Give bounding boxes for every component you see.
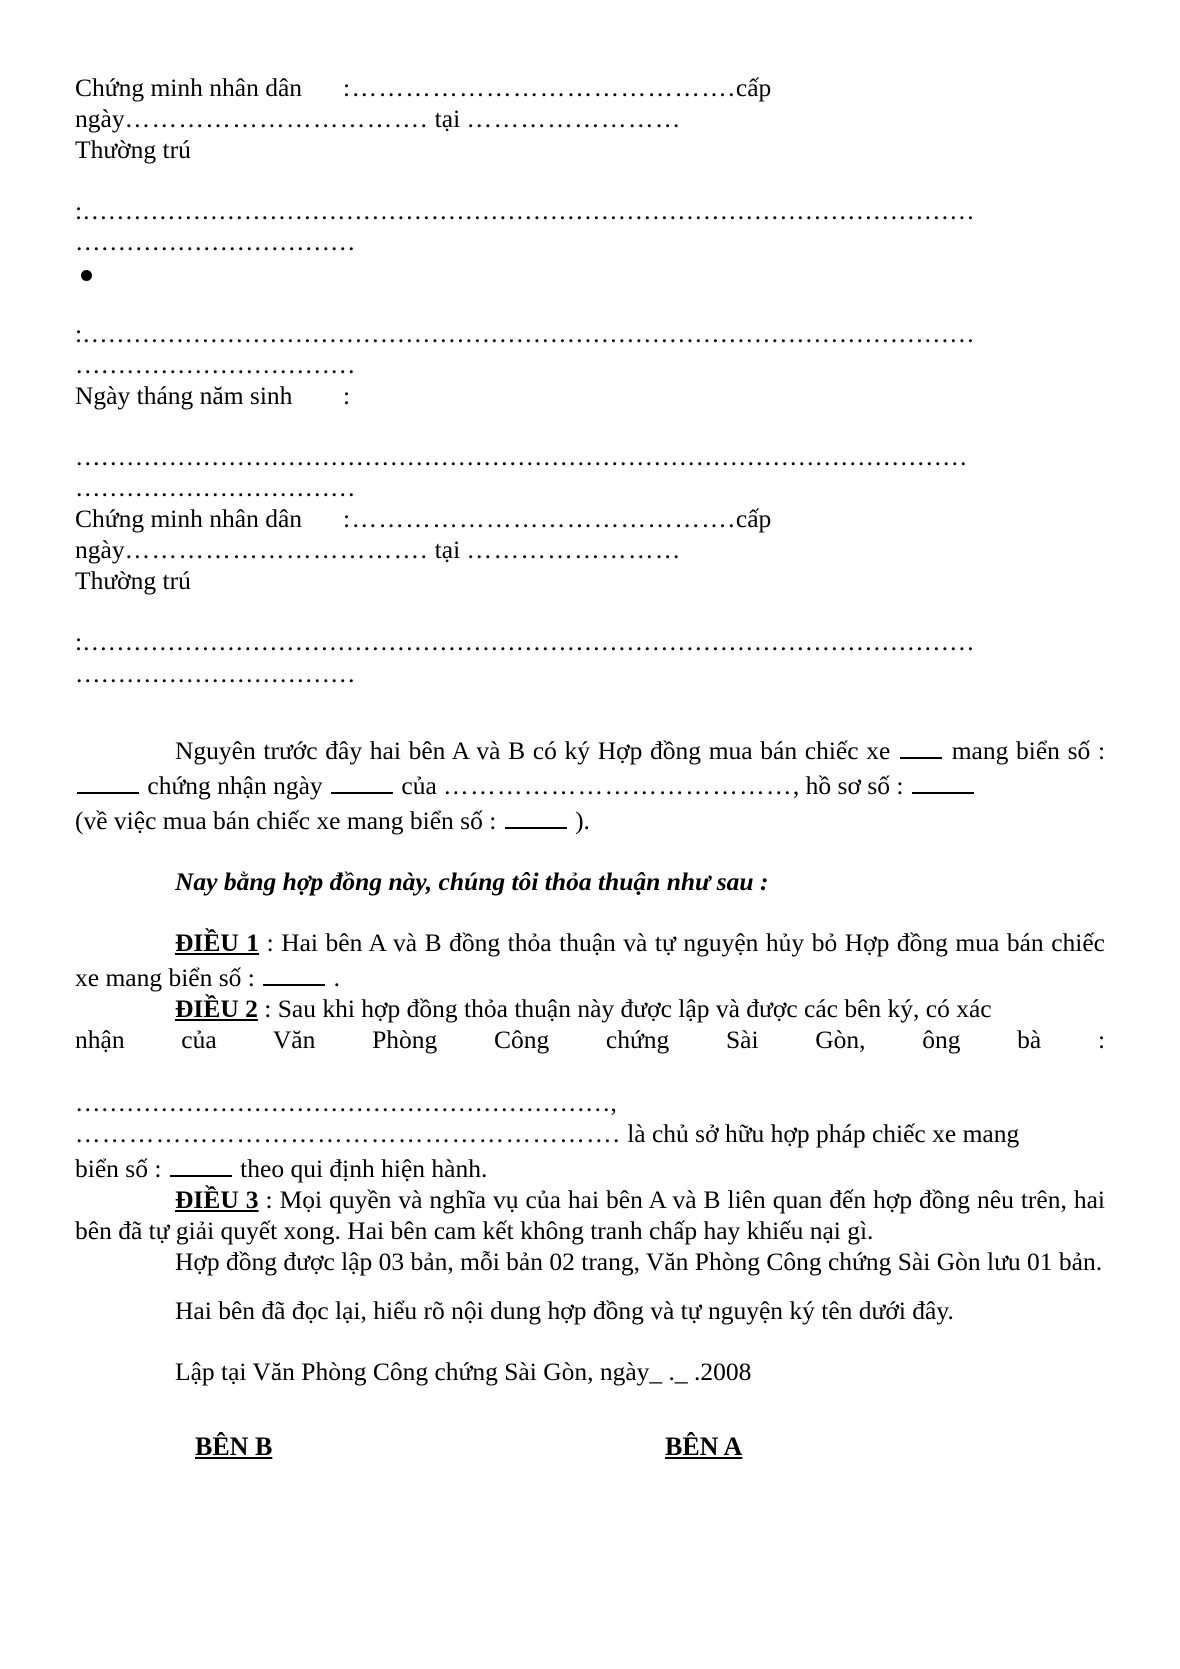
spacer (75, 1326, 1105, 1356)
id-place-label-2: tại (434, 535, 461, 565)
article-2-owner-dots-1: ………………………………………………………, (75, 1087, 617, 1117)
closing-place-date: Lập tại Văn Phòng Công chứng Sài Gòn, ngày_ ._ .2008 (175, 1357, 752, 1387)
recital-paragraph-line3 (75, 801, 1105, 836)
article-3 (75, 1184, 1105, 1246)
dob-label-2: Ngày tháng năm sinh (75, 380, 293, 410)
article-2-word-6: Sài (725, 1025, 759, 1055)
article-2-word-9: bà (1017, 1025, 1042, 1055)
article-2-tail: theo qui định hiện hành. (240, 1153, 488, 1183)
agreement-intro: Nay bằng hợp đồng này, chúng tôi thỏa thuận như sau : (175, 866, 769, 896)
article-3-body: : Mọi quyền và nghĩa vụ của hai bên A và B liên quan đến hợp đồng nêu trên, hai bên đã tự giải quyết xong. Hai bên cam kết không tranh chấp hay khiếu nại gì. (75, 1184, 1105, 1246)
closing-copies: Hợp đồng được lập 03 bản, mỗi bản 02 trang, Văn Phòng Công chứng Sài Gòn lưu 01 bản. (175, 1247, 1103, 1277)
article-2-line-5 (75, 1149, 1105, 1184)
spacer (75, 689, 1105, 731)
id-date-row-2 (75, 534, 1105, 565)
residence-dots-row-1a: :…………………………………………………………………………………………… (75, 196, 975, 226)
party-bullet-marker (75, 258, 1105, 300)
id-number-label-2: Chứng minh nhân dân (75, 504, 303, 534)
recital-issuer-dots: ………………………………… (443, 770, 793, 800)
article-2-plate-label: biển số : (75, 1153, 162, 1183)
id-date-row-1 (75, 103, 1105, 134)
recital-paragraph (75, 731, 1105, 801)
residence-label-1: Thường trú (75, 135, 191, 165)
recital-file-no-blank[interactable] (912, 766, 974, 794)
recital-text-3: số : (1067, 735, 1106, 765)
id-number-suffix-1: cấp (735, 73, 772, 102)
article-2-word-0: nhận (75, 1025, 125, 1055)
id-date-dots-2: ……………………………. (124, 535, 429, 565)
party-block-1 (75, 72, 1105, 258)
article-1-plate-blank[interactable] (263, 958, 325, 986)
article-2-line-1 (75, 993, 1105, 1024)
id-number-dots-1: :……………………………………. (343, 73, 736, 102)
article-2-word-3: Phòng (372, 1025, 438, 1055)
recital-vehicle-blank[interactable] (900, 731, 942, 759)
article-2-word-5: chứng (605, 1025, 670, 1055)
recital-text-2: mang biển (951, 735, 1060, 765)
article-2-plate-blank[interactable] (170, 1149, 232, 1177)
id-place-dots-1: …………………… (466, 104, 682, 134)
id-date-dots-1: ……………………………. (124, 104, 429, 134)
article-2-title: ĐIỀU 2 (175, 994, 258, 1024)
spacer (75, 836, 1105, 866)
dob-dots-row-2b: …………………………… (75, 472, 356, 502)
recital-text-1: Nguyên trước đây hai bên A và B có ký Hợp đồng mua bán chiếc xe (175, 735, 891, 765)
id-place-dots-2: …………………… (466, 535, 682, 565)
recital-cert-date-blank[interactable] (331, 766, 393, 794)
residence-dots-row-2b: …………………………… (75, 658, 356, 688)
recital-plate-blank-2[interactable] (505, 801, 567, 829)
residence-dots-row-2a: :…………………………………………………………………………………………… (75, 627, 975, 657)
id-number-row-1 (75, 72, 1105, 103)
article-1 (75, 927, 1105, 993)
spacer (75, 411, 1105, 441)
recital-text-6: , hồ sơ số : (792, 770, 904, 800)
residence-label-2: Thường trú (75, 566, 191, 596)
document-body (75, 72, 1105, 1463)
article-2-word-10: : (1097, 1025, 1106, 1055)
recital-text-5: của (401, 770, 437, 800)
id-date-label-2: ngày (75, 535, 125, 565)
id-number-dots-2: :……………………………………. (343, 504, 736, 534)
signature-party-b: BÊN B (195, 1431, 273, 1461)
address-dots-row-2a: :…………………………………………………………………………………………… (75, 318, 975, 348)
article-1-period: . (333, 963, 341, 993)
article-2-word-1: của (181, 1025, 217, 1055)
article-2-word-4: Công (493, 1025, 550, 1055)
article-2-body-line1: : Sau khi hợp đồng thỏa thuận này được lập và được các bên ký, có xác (264, 994, 992, 1024)
signature-row (75, 1430, 1105, 1463)
id-number-suffix-2: cấp (735, 504, 772, 534)
bullet-icon (81, 270, 92, 281)
article-2-line-2 (75, 1024, 1105, 1086)
article-1-body: : Hai bên A và B đồng thỏa thuận và tự nguyện hủy bỏ Hợp đồng mua bán chiếc xe mang biển số : (75, 928, 1106, 993)
id-place-label-1: tại (434, 104, 461, 134)
residence-dots-row-1b: …………………………… (75, 227, 356, 257)
article-2-line-4 (75, 1118, 1105, 1149)
article-2-word-8: ông (922, 1025, 961, 1055)
id-number-row-2 (75, 503, 1105, 534)
spacer (75, 165, 1105, 195)
spacer (75, 897, 1105, 927)
address-dots-row-2b: …………………………… (75, 349, 356, 379)
spacer (75, 596, 1105, 626)
spacer (75, 1277, 1105, 1295)
article-2-word-7: Gòn, (815, 1025, 866, 1055)
recital-plate-blank[interactable] (77, 766, 139, 794)
signature-party-a: BÊN A (665, 1431, 743, 1461)
article-1-title: ĐIỀU 1 (175, 928, 260, 958)
dob-row-2 (75, 380, 1105, 411)
party-block-2 (75, 300, 1105, 689)
article-2-word-2: Văn (272, 1025, 316, 1055)
spacer (75, 300, 1105, 318)
recital-text-4: chứng nhận ngày (147, 770, 323, 800)
recital-text-7: (về việc mua bán chiếc xe mang biển số : (75, 805, 497, 835)
article-2-owner-text: là chủ sở hữu hợp pháp chiếc xe mang (627, 1118, 1020, 1148)
id-date-label-1: ngày (75, 104, 125, 134)
recital-text-8: ). (575, 805, 590, 835)
article-3-title: ĐIỀU 3 (175, 1184, 259, 1214)
id-number-label-1: Chứng minh nhân dân (75, 73, 303, 102)
article-2-owner-dots-2: ……………………………………………………. (75, 1118, 621, 1148)
closing-read-back: Hai bên đã đọc lại, hiểu rõ nội dung hợp đồng và tự nguyện ký tên dưới đây. (175, 1296, 954, 1326)
dob-colon-2: : (343, 380, 351, 410)
dob-dots-row-2a: …………………………………………………………………………………………… (75, 441, 968, 471)
